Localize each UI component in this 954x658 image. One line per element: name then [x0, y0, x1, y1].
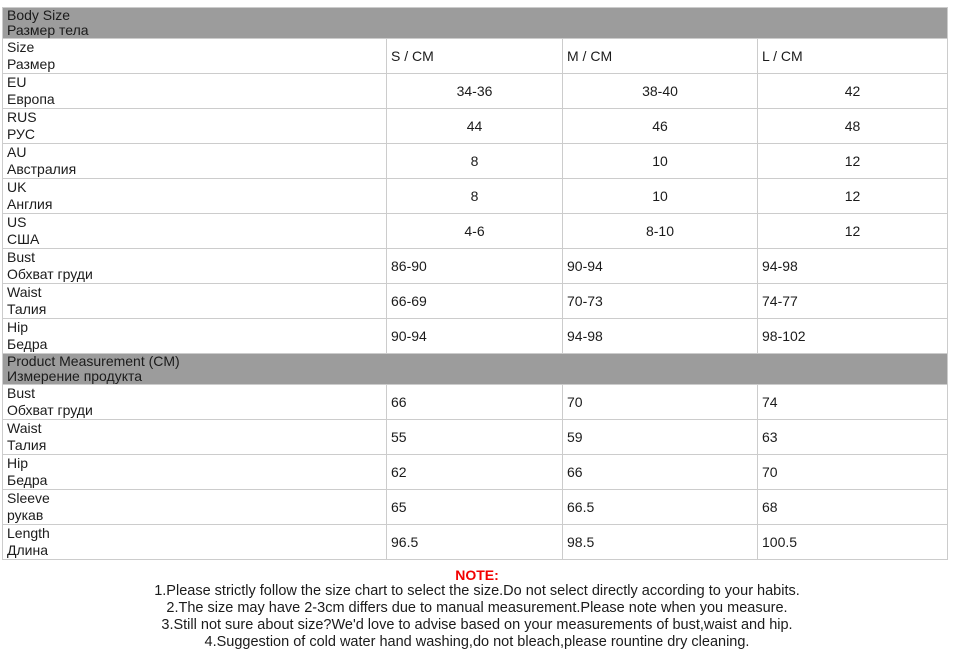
table-row-bust-product: [3, 385, 948, 420]
cell-rus-s: 44: [387, 109, 563, 144]
section-header-cell: [3, 8, 948, 39]
cell-sleeve-l: 68: [758, 490, 948, 525]
row-label: [3, 319, 387, 354]
row-label-ru: Австралия: [7, 161, 77, 177]
cell-us-s: 4-6: [387, 214, 563, 249]
table-row-eu: [3, 74, 948, 109]
note-title: NOTE:: [455, 567, 499, 583]
note-line-3: 3.Still not sure about size?We'd love to advise based on your measurements of bust,waist and hip.: [161, 617, 793, 633]
cell-bust-s: 86-90: [387, 249, 563, 284]
cell-au-m: 10: [563, 144, 758, 179]
row-label-en: Hip: [7, 319, 29, 335]
cell-hip-l: 98-102: [758, 319, 948, 354]
row-label: [3, 455, 387, 490]
table-row-sleeve: [3, 490, 948, 525]
row-label: [3, 490, 387, 525]
cell-pbust-s: 66: [387, 385, 563, 420]
cell-length-s: 96.5: [387, 525, 563, 560]
cell-waist-m: 70-73: [563, 284, 758, 319]
cell-size-l: L / CM: [758, 39, 948, 74]
cell-rus-l: 48: [758, 109, 948, 144]
note-line-2: 2.The size may have 2-3cm differs due to manual measurement.Please note when you measure.: [166, 600, 788, 616]
row-label: [3, 74, 387, 109]
row-label-ru: Европа: [7, 91, 55, 107]
row-label-ru: Длина: [7, 542, 48, 558]
cell-au-l: 12: [758, 144, 948, 179]
cell-waist-l: 74-77: [758, 284, 948, 319]
row-label: [3, 385, 387, 420]
table-row-rus: [3, 109, 948, 144]
row-label-ru: Англия: [7, 196, 53, 212]
row-label-en: Waist: [7, 420, 42, 436]
cell-phip-m: 66: [563, 455, 758, 490]
row-label-ru: РУС: [7, 126, 36, 142]
cell-uk-s: 8: [387, 179, 563, 214]
row-label-ru: Бедра: [7, 336, 48, 352]
section-title-en: Product Measurement (CM): [7, 353, 180, 369]
section-header-cell: [3, 354, 948, 385]
section-title-ru: Измерение продукта: [7, 368, 143, 384]
row-label-ru: Обхват груди: [7, 266, 93, 282]
note-line-1: 1.Please strictly follow the size chart to select the size.Do not select directly according to your habits.: [154, 583, 800, 599]
row-label: [3, 214, 387, 249]
cell-phip-s: 62: [387, 455, 563, 490]
row-label-en: Waist: [7, 284, 42, 300]
row-label-ru: Размер: [7, 56, 56, 72]
table-row-size: [3, 39, 948, 74]
cell-hip-s: 90-94: [387, 319, 563, 354]
table-row-us: [3, 214, 948, 249]
row-label-en: Size: [7, 39, 35, 55]
row-label-en: Sleeve: [7, 490, 50, 506]
cell-eu-m: 38-40: [563, 74, 758, 109]
note-section: [0, 567, 954, 651]
row-label: [3, 179, 387, 214]
cell-pbust-l: 74: [758, 385, 948, 420]
table-row-length: [3, 525, 948, 560]
row-label-ru: Талия: [7, 301, 47, 317]
table-row-waist-body: [3, 284, 948, 319]
row-label-ru: рукав: [7, 507, 44, 523]
cell-hip-m: 94-98: [563, 319, 758, 354]
cell-bust-m: 90-94: [563, 249, 758, 284]
row-label: [3, 144, 387, 179]
table-row-uk: [3, 179, 948, 214]
cell-size-m: M / CM: [563, 39, 758, 74]
cell-us-l: 12: [758, 214, 948, 249]
section-title-en: Body Size: [7, 7, 71, 23]
cell-au-s: 8: [387, 144, 563, 179]
row-label: [3, 109, 387, 144]
row-label-en: UK: [7, 179, 27, 195]
row-label: [3, 249, 387, 284]
row-label: [3, 420, 387, 455]
row-label: [3, 525, 387, 560]
row-label-ru: Талия: [7, 437, 47, 453]
cell-waist-s: 66-69: [387, 284, 563, 319]
cell-sleeve-s: 65: [387, 490, 563, 525]
cell-rus-m: 46: [563, 109, 758, 144]
cell-eu-l: 42: [758, 74, 948, 109]
row-label-en: Bust: [7, 249, 36, 265]
table-row-waist-product: [3, 420, 948, 455]
note-line-4: 4.Suggestion of cold water hand washing,do not bleach,please rountine dry cleaning.: [204, 634, 750, 650]
row-label: [3, 284, 387, 319]
table-row-hip-product: [3, 455, 948, 490]
section-header-product-measurement: [3, 354, 948, 385]
cell-us-m: 8-10: [563, 214, 758, 249]
section-title-ru: Размер тела: [7, 22, 89, 38]
row-label-en: Length: [7, 525, 50, 541]
cell-pbust-m: 70: [563, 385, 758, 420]
cell-pwaist-s: 55: [387, 420, 563, 455]
row-label-ru: Обхват груди: [7, 402, 93, 418]
row-label-en: EU: [7, 74, 27, 90]
cell-pwaist-m: 59: [563, 420, 758, 455]
cell-phip-l: 70: [758, 455, 948, 490]
section-header-body-size: [3, 8, 948, 39]
row-label: [3, 39, 387, 74]
table-row-bust-body: [3, 249, 948, 284]
cell-uk-m: 10: [563, 179, 758, 214]
cell-sleeve-m: 66.5: [563, 490, 758, 525]
row-label-en: US: [7, 214, 27, 230]
cell-pwaist-l: 63: [758, 420, 948, 455]
row-label-en: Hip: [7, 455, 29, 471]
size-chart-table: [2, 7, 948, 560]
cell-eu-s: 34-36: [387, 74, 563, 109]
cell-length-m: 98.5: [563, 525, 758, 560]
row-label-ru: Бедра: [7, 472, 48, 488]
table-row-au: [3, 144, 948, 179]
row-label-en: RUS: [7, 109, 37, 125]
row-label-ru: США: [7, 231, 40, 247]
cell-uk-l: 12: [758, 179, 948, 214]
row-label-en: Bust: [7, 385, 36, 401]
cell-length-l: 100.5: [758, 525, 948, 560]
cell-bust-l: 94-98: [758, 249, 948, 284]
table-row-hip-body: [3, 319, 948, 354]
cell-size-s: S / CM: [387, 39, 563, 74]
row-label-en: AU: [7, 144, 27, 160]
